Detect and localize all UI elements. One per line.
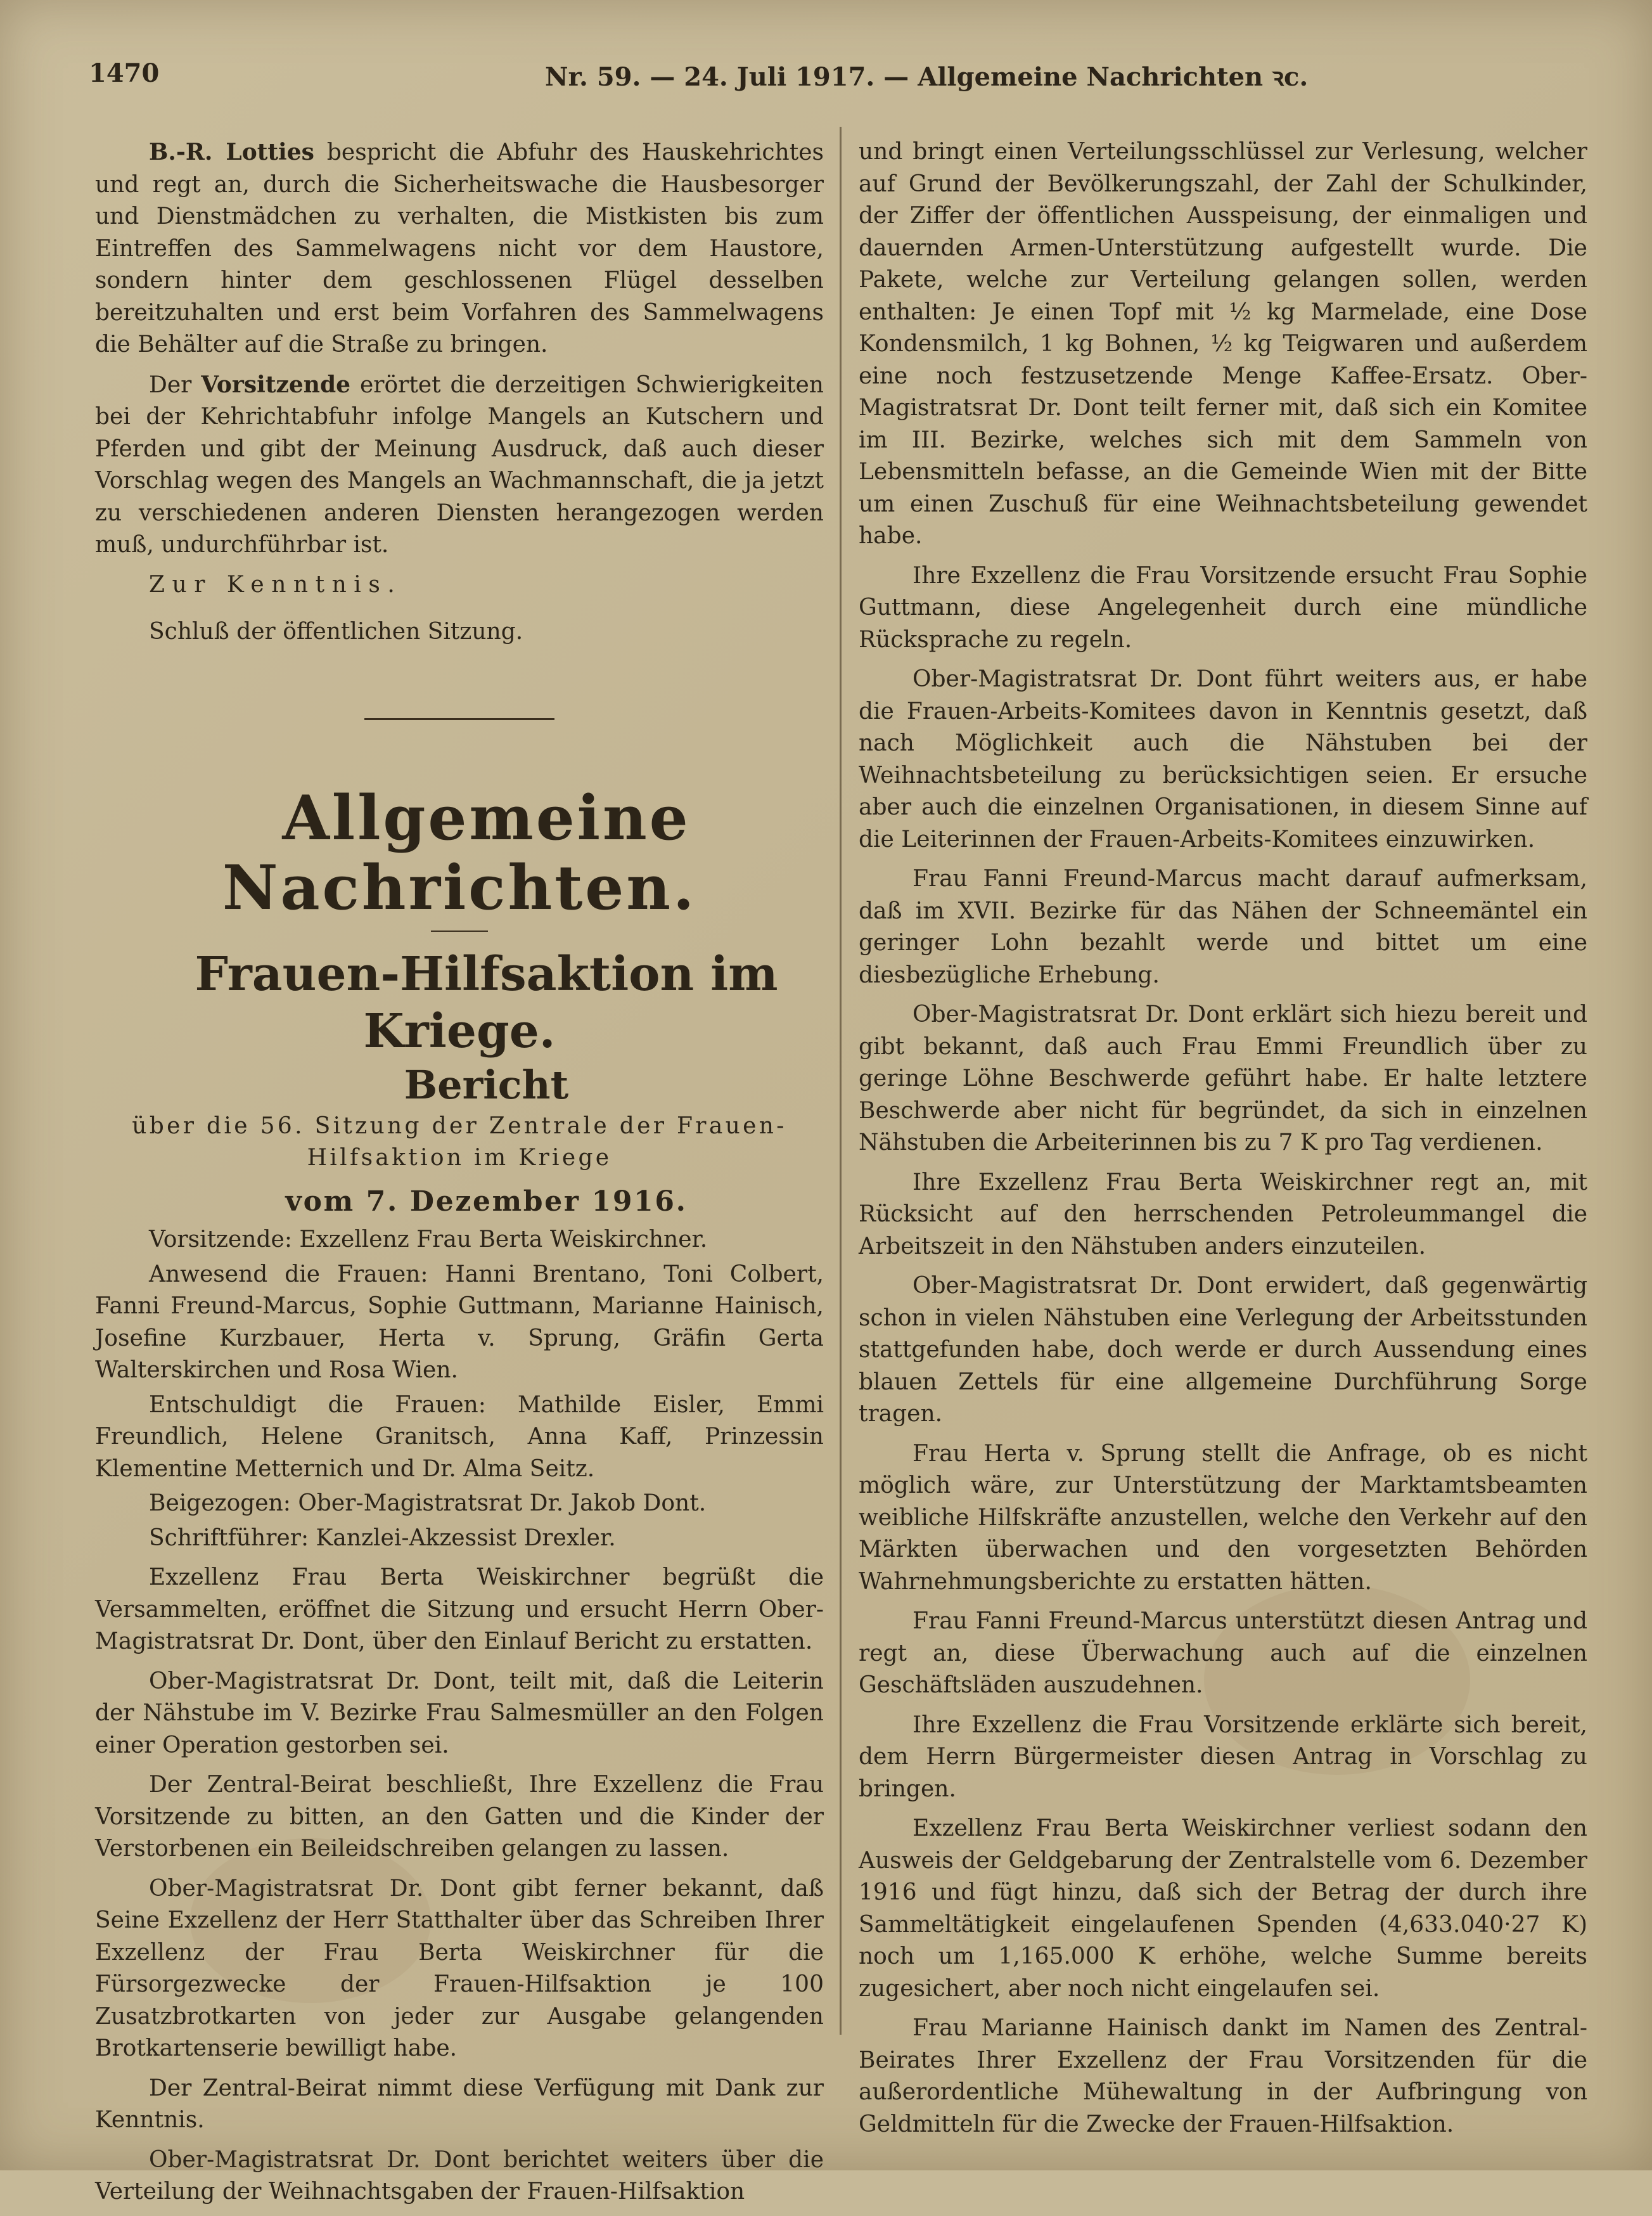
paragraph: Ober-Magistratsrat Dr. Dont führt weiters aus, er habe die Frauen-Arbeits-Komitees davon in Kenntnis gesetzt, daß nach Möglichkeit auch die Nähstuben bei der Weihnachtsbeteilung zu berücksichtigen seien. Er ersuche aber auch die einzelnen Organisationen, in diesem Sinne auf die Leiterinnen der Frauen-Arbeits-Komitees einzuwirken. xyxy=(859,666,1587,853)
paragraph: Frau Marianne Hainisch dankt im Namen des Zentral-Beirates Ihrer Exzellenz der Frau Vorsitzenden für die außerordentliche Mühewaltung in der Aufbringung von Geldmitteln für die Zwecke der Frauen-Hilfsaktion. xyxy=(859,2015,1587,2137)
secretary-line: Schriftführer: Kanzlei-Akzessist Drexler. xyxy=(149,1524,616,1551)
excused-line: Entschuldigt die Frauen: Mathilde Eisler, Emmi Freundlich, Helene Granitsch, Anna Kaff, Prinzessin Klementine Metternich und Dr. Alma Seitz. xyxy=(95,1391,824,1482)
page-number: 1470 xyxy=(89,58,160,88)
paragraph: Ober-Magistratsrat Dr. Dont, teilt mit, daß die Leiterin der Nähstube im V. Bezirke Frau Salmesmüller an den Folgen einer Operation gestorben sei. xyxy=(95,1668,824,1758)
paragraph: Ober-Magistratsrat Dr. Dont erwidert, daß gegenwärtig schon in vielen Nähstuben eine Verlegung der Arbeitsstunden stattgefunden habe, doch werde er durch Aussendung eines blauen Zettels für eine allgemeine Durchführung Sorge tragen. xyxy=(859,1273,1587,1427)
report-subtitle: über die 56. Sitzung der Zentrale der Frauen-Hilfsaktion im Kriege xyxy=(132,1112,787,1171)
report-heading: Bericht xyxy=(404,1061,569,1108)
attended-line: Beigezogen: Ober-Magistratsrat Dr. Jakob Dont. xyxy=(149,1490,707,1516)
article-heading: Frauen-Hilfsaktion im Kriege. xyxy=(195,946,778,1059)
paragraph: Frau Herta v. Sprung stellt die Anfrage, ob es nicht möglich wäre, zur Unterstützung der Marktamtsbeamten weibliche Hilfskräfte anzustellen, welche den Verkehr auf den Märkten überwachen und den vorgesetzten Behörden Wahrnehmungsberichte zu erstatten hätten. xyxy=(859,1440,1587,1595)
right-column xyxy=(859,136,1587,2148)
paragraph: Exzellenz Frau Berta Weiskirchner begrüßt die Versammelten, eröffnet die Sitzung und ersucht Herrn Ober-Magistratsrat Dr. Dont, über den Einlauf Bericht zu erstatten. xyxy=(95,1564,824,1654)
speaker-name: Vorsitzende xyxy=(201,371,351,398)
paragraph: Der Zentral-Beirat nimmt diese Verfügung mit Dank zur Kenntnis. xyxy=(95,2075,824,2133)
paragraph: Ober-Magistratsrat Dr. Dont erklärt sich hiezu bereit und gibt bekannt, daß auch Frau Emmi Freundlich über zu geringe Löhne Beschwerde geführt habe. Er halte letztere Beschwerde aber nicht für begründet, da sich in einzelnen Nähstuben die Arbeiterinnen bis zu 7 K pro Tag verdienen. xyxy=(859,1002,1587,1156)
paragraph-text: erörtet die derzeitigen Schwierigkeiten bei der Kehrichtabfuhr infolge Mangels an Kutschern und Pferden und gibt der Meinung Ausdruck, daß auch dieser Vorschlag wegen des Mangels an Wachmannschaft, die ja jetzt zu verschiedenen anderen Diensten herangezogen werden muß, undurchführbar ist. xyxy=(95,371,824,558)
section-heading: Allgemeine Nachrichten. xyxy=(222,782,697,924)
paragraph: und bringt einen Verteilungsschlüssel zur Verlesung, welcher auf Grund der Bevölkerungszahl, der Zahl der Schulkinder, der Ziffer der öffentlichen Ausspeisung, der einmaligen und dauernden Armen-Unterstützung aufgestellt wurde. Die Pakete, welche zur Verteilung gelangen sollen, werden enthalten: Je einen Topf mit ½ kg Marmelade, eine Dose Kondensmilch, 1 kg Bohnen, ½ kg Teigwaren und außerdem eine noch festzusetzende Menge Kaffee-Ersatz. Ober-Magistratsrat Dr. Dont teilt ferner mit, daß sich ein Komitee im III. Bezirke, welches sich mit dem Sammeln von Lebensmitteln befasse, an die Gemeinde Wien mit der Bitte um einen Zuschuß für eine Weihnachtsbeteilung gewendet habe. xyxy=(859,139,1587,549)
paragraph: Ober-Magistratsrat Dr. Dont berichtet weiters über die Verteilung der Weihnachtsgaben der Frauen-Hilfsaktion xyxy=(95,2146,824,2205)
paragraph: Schluß der öffentlichen Sitzung. xyxy=(149,619,523,645)
report-date: vom 7. Dezember 1916. xyxy=(285,1185,688,1218)
left-column xyxy=(95,136,824,2216)
paragraph: Der Zentral-Beirat beschließt, Ihre Exzellenz die Frau Vorsitzende zu bitten, an den Gatten und die Kinder der Verstorbenen ein Beileidschreiben gelangen zu lassen. xyxy=(95,1772,824,1862)
paragraph-text: Der xyxy=(149,371,202,398)
paragraph: Ober-Magistratsrat Dr. Dont gibt ferner bekannt, daß Seine Exzellenz der Herr Statthalter über das Schreiben Ihrer Exzellenz der Frau Berta Weiskirchner für die Fürsorgezwecke der Frauen-Hilfsaktion je 100 Zusatzbrotkarten von jeder zur Ausgabe gelangenden Brotkartenserie bewilligt habe. xyxy=(95,1875,824,2061)
page-header xyxy=(89,58,1502,96)
paragraph xyxy=(95,136,824,361)
paragraph: Frau Fanni Freund-Marcus macht darauf aufmerksam, daß im XVII. Bezirke für das Nähen der Schneemäntel ein geringer Lohn bezahlt werde und bittet um eine diesbezügliche Erhebung. xyxy=(859,866,1587,988)
present-line: Anwesend die Frauen: Hanni Brentano, Toni Colbert, Fanni Freund-Marcus, Sophie Guttmann, Marianne Hainisch, Josefine Kurzbauer, Herta v. Sprung, Gräfin Gerta Walterskirchen und Rosa Wien. xyxy=(95,1261,824,1383)
paragraph-text: bespricht die Abfuhr des Hauskehrichtes und regt an, durch die Sicherheitswache die Hausbesorger und Dienstmädchen zu verhalten, die Mistkisten bis zum Eintreffen des Sammelwagens nicht vor dem Haustore, sondern hinter dem geschlossenen Flügel desselben bereitzuhalten und erst beim Vorfahren des Sammelwagens die Behälter auf die Straße zu bringen. xyxy=(95,139,824,358)
paragraph xyxy=(95,369,824,562)
paragraph: Ihre Exzellenz die Frau Vorsitzende erklärte sich bereit, dem Herrn Bürgermeister diesen Antrag in Vorschlag zu bringen. xyxy=(859,1711,1587,1802)
running-title: Nr. 59. — 24. Juli 1917. — Allgemeine Nachrichten ꝛc. xyxy=(545,62,1309,92)
paragraph: Ihre Exzellenz Frau Berta Weiskirchner regt an, mit Rücksicht auf den herrschenden Petroleummangel die Arbeitszeit in den Nähstuben anders einzuteilen. xyxy=(859,1169,1587,1259)
chair-line: Vorsitzende: Exzellenz Frau Berta Weiskirchner. xyxy=(149,1227,708,1253)
column-divider xyxy=(840,127,842,2035)
heading-rule xyxy=(431,931,488,932)
paragraph: Frau Fanni Freund-Marcus unterstützt diesen Antrag und regt an, diese Überwachung auch auf die einzelnen Geschäftsläden auszudehnen. xyxy=(859,1608,1587,1698)
section-separator xyxy=(364,718,554,720)
paragraph: Ihre Exzellenz die Frau Vorsitzende ersucht Frau Sophie Guttmann, diese Angelegenheit durch eine mündliche Rücksprache zu regeln. xyxy=(859,562,1587,653)
speaker-name: B.-R. Lotties xyxy=(149,139,314,165)
paragraph: Zur Kenntnis. xyxy=(149,571,402,598)
paragraph: Exzellenz Frau Berta Weiskirchner verliest sodann den Ausweis der Geldgebarung der Zentralstelle vom 6. Dezember 1916 und fügt hinzu, daß sich der Betrag der durch ihre Sammeltätigkeit eingelaufenen Spenden (4,633.040·27 K) noch um 1,165.000 K erhöhe, welche Summe bereits zugesichert, aber noch nicht eingelaufen sei. xyxy=(859,1815,1587,2002)
